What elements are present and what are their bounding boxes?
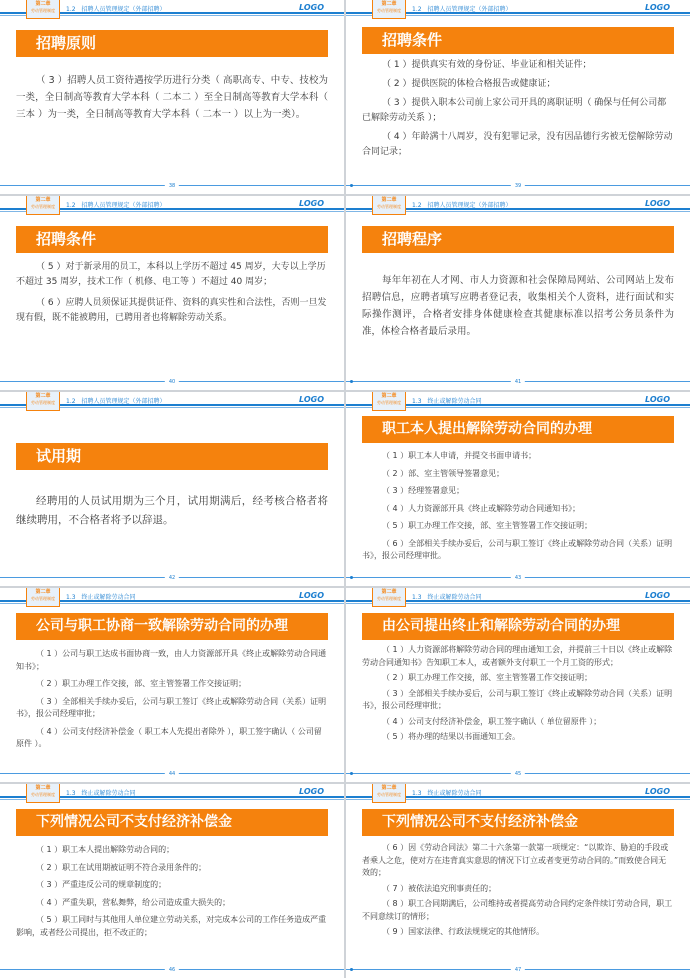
- chapter-tab: [372, 196, 406, 215]
- logo: LOGO: [299, 787, 324, 796]
- footer-dot: [350, 576, 353, 579]
- slide-no-compensation-2[interactable]: [346, 784, 690, 978]
- chapter-number: 第二章: [35, 785, 51, 791]
- slide-title: 招聘条件: [362, 27, 674, 54]
- chapter-tab: [372, 588, 406, 607]
- chapter-name: 劳动管理制度: [30, 793, 56, 798]
- list-item: （ 6 ）全部相关手续办妥后，公司与职工签订《终止或解除劳动合同（关系）证明书》，报公司经理审批。: [362, 538, 673, 560]
- list-item: （ 5 ）将办理的结果以书面通知工会。: [382, 732, 521, 741]
- slide-title: 试用期: [16, 443, 328, 470]
- page-number: 38: [165, 183, 179, 189]
- list-item: （ 5 ）职工办理工作交接，部、室主管签署工作交接证明；: [382, 521, 593, 530]
- chapter-tab: [26, 392, 60, 411]
- logo: LOGO: [299, 199, 324, 208]
- page-number: 40: [165, 379, 179, 385]
- chapter-number: 第二章: [381, 785, 397, 791]
- paragraph: （ 4 ）年龄满十八周岁，没有犯罪记录，没有因品德行劣被无偿解除劳动合同记录；: [362, 132, 673, 157]
- slide-body: [362, 842, 674, 942]
- chapter-number: 第二章: [35, 1, 51, 7]
- chapter-tab: [26, 784, 60, 803]
- section-label: 1.2 招聘人员管理规定（外部招聘）: [412, 202, 512, 209]
- section-label: 1.3 终止或解除劳动合同: [66, 790, 136, 797]
- chapter-number: 第二章: [381, 1, 397, 7]
- slide-company-termination[interactable]: [346, 588, 690, 782]
- logo: LOGO: [299, 591, 324, 600]
- paragraph: （ 5 ）对于新录用的员工，本科以上学历不超过 45 周岁，大专以上学历不超过 35 周岁，技术工作（ 机修、电工等 ）不超过 40 周岁；: [16, 262, 326, 287]
- list-item: （ 6 ）因《劳动合同法》第二十六条第一款第一项规定：“以欺诈、胁迫的手段或者乘人之危，使对方在违背真实意思的情况下订立或者变更劳动合同的。”而致使合同无效的；: [362, 843, 669, 877]
- slide-body: [362, 58, 674, 164]
- logo: LOGO: [645, 591, 670, 600]
- list-item: （ 1 ）职工本人申请，并提交书面申请书；: [382, 451, 537, 460]
- list-item: （ 5 ）职工同时与其他用人单位建立劳动关系，对完成本公司的工作任务造成严重影响，或者经公司提出，拒不改正的；: [16, 915, 327, 937]
- list-item: （ 2 ）职工办理工作交接，部、室主管签署工作交接证明；: [382, 673, 593, 682]
- list-item: （ 9 ）国家法律、行政法规规定的其他情形。: [382, 927, 545, 936]
- logo: LOGO: [645, 787, 670, 796]
- section-label: 1.2 招聘人员管理规定（外部招聘）: [412, 6, 512, 13]
- slide-body: [16, 492, 328, 530]
- page-number: 45: [511, 771, 525, 777]
- slide-mutual-termination[interactable]: [0, 588, 344, 782]
- slide-body: [16, 648, 328, 756]
- section-label: 1.2 招聘人员管理规定（外部招聘）: [66, 398, 166, 405]
- slide-title: 下列情况公司不支付经济补偿金: [362, 809, 674, 836]
- list-item: （ 3 ）全部相关手续办妥后，公司与职工签订《终止或解除劳动合同（关系）证明书》，报公司经理审批；: [362, 688, 673, 710]
- paragraph: 经聘用的人员试用期为三个月，试用期满后，经考核合格者将继续聘用，不合格者将予以辞退。: [16, 495, 328, 526]
- list-item: （ 4 ）公司支付经济补偿金，职工签字确认（ 单位留原件 ）；: [382, 716, 602, 726]
- paragraph: 每年年初在人才网、市人力资源和社会保障局网站、公司网站上发布招聘信息，应聘者填写应聘者登记表，收集相关个人资料，进行面试和实际操作测评，合格者安排身体健康检查其健康标准以招考公务员条件为准，体检合格者最后录用。: [362, 275, 674, 337]
- section-label: 1.2 招聘人员管理规定（外部招聘）: [66, 202, 166, 209]
- page-number: 41: [511, 379, 525, 385]
- logo: LOGO: [645, 395, 670, 404]
- page-number: 47: [511, 967, 525, 973]
- section-label: 1.2 招聘人员管理规定（外部招聘）: [66, 6, 166, 13]
- footer-dot: [350, 184, 353, 187]
- slide-title: 下列情况公司不支付经济补偿金: [16, 809, 328, 836]
- chapter-name: 劳动管理制度: [30, 401, 56, 406]
- list-item: （ 1 ）人力资源部将解除劳动合同的理由通知工会，并提前三十日以《终止或解除劳动合同通知书》告知职工本人，或者额外支付职工一个月工资的形式；: [362, 645, 673, 667]
- section-label: 1.3 终止或解除劳动合同: [412, 790, 482, 797]
- chapter-name: 劳动管理制度: [376, 793, 402, 798]
- list-item: （ 2 ）职工办理工作交接，部、室主管签署工作交接证明；: [36, 679, 247, 688]
- list-item: （ 1 ）公司与职工达成书面协商一致，由人力资源部开具《终止或解除劳动合同通知书》；: [16, 649, 327, 671]
- chapter-tab: [26, 0, 60, 19]
- chapter-number: 第二章: [381, 589, 397, 595]
- list-item: （ 1 ）职工本人提出解除劳动合同的；: [36, 845, 175, 854]
- logo: LOGO: [299, 395, 324, 404]
- slide-body: [362, 450, 674, 568]
- footer-dot: [350, 968, 353, 971]
- logo: LOGO: [645, 199, 670, 208]
- section-label: 1.3 终止或解除劳动合同: [66, 594, 136, 601]
- logo: LOGO: [299, 3, 324, 12]
- paragraph: （ 1 ）提供真实有效的身份证、毕业证和相关证件；: [382, 60, 592, 70]
- paragraph: （ 3 ）提供入职本公司前上家公司开具的离职证明（ 确保与任何公司都已解除劳动关系 ）；: [362, 98, 667, 123]
- paragraph: （ 2 ）提供医院的体检合格报告或健康证；: [382, 79, 556, 89]
- chapter-number: 第二章: [35, 589, 51, 595]
- slide-employee-resign[interactable]: [346, 392, 690, 586]
- slide-body: [362, 644, 674, 747]
- section-label: 1.3 终止或解除劳动合同: [412, 398, 482, 405]
- slide-recruit-procedure[interactable]: [346, 196, 690, 390]
- chapter-tab: [372, 392, 406, 411]
- chapter-name: 劳动管理制度: [30, 9, 56, 14]
- page-number: 43: [511, 575, 525, 581]
- list-item: （ 2 ）部、室主管领导签署意见；: [382, 468, 505, 478]
- chapter-number: 第二章: [381, 197, 397, 203]
- slide-body: [16, 844, 328, 944]
- chapter-number: 第二章: [35, 393, 51, 399]
- slide-title: 招聘原则: [16, 30, 328, 57]
- list-item: （ 4 ）人力资源部开具《终止或解除劳动合同通知书》；: [382, 503, 581, 513]
- page-number: 42: [165, 575, 179, 581]
- list-item: （ 4 ）严重失职，营私舞弊，给公司造成重大损失的；: [36, 897, 231, 907]
- slide-body: [16, 72, 328, 123]
- list-item: （ 8 ）职工合同期满后，公司维持或者提高劳动合同约定条件续订劳动合同，职工不同意续订的情形；: [362, 899, 673, 921]
- chapter-tab: [26, 196, 60, 215]
- page-number: 39: [511, 183, 525, 189]
- slide-recruit-conditions-1[interactable]: [346, 0, 690, 194]
- slide-probation[interactable]: [0, 392, 344, 586]
- footer-dot: [350, 772, 353, 775]
- chapter-name: 劳动管理制度: [376, 401, 402, 406]
- slide-recruit-conditions-2[interactable]: [0, 196, 344, 390]
- section-label: 1.3 终止或解除劳动合同: [412, 594, 482, 601]
- footer-dot: [350, 380, 353, 383]
- list-item: （ 7 ）被依法追究刑事责任的；: [382, 883, 497, 893]
- paragraph: （ 6 ）应聘人员须保证其提供证件、资料的真实性和合法性，否则一旦发现有假，既不能被聘用，已聘用者也将解除劳动关系。: [16, 298, 327, 323]
- slide-title: 招聘程序: [362, 226, 674, 253]
- slide-title: 招聘条件: [16, 226, 328, 253]
- chapter-tab: [372, 784, 406, 803]
- slide-body: [362, 272, 674, 340]
- chapter-name: 劳动管理制度: [30, 597, 56, 602]
- slide-title: 职工本人提出解除劳动合同的办理: [362, 416, 674, 443]
- chapter-tab: [26, 588, 60, 607]
- chapter-tab: [372, 0, 406, 19]
- chapter-name: 劳动管理制度: [376, 205, 402, 210]
- list-item: （ 3 ）经理签署意见；: [382, 486, 465, 495]
- chapter-number: 第二章: [35, 197, 51, 203]
- paragraph: （ 3 ）招聘人员工资待遇按学历进行分类（ 高职高专、中专、技校为一类，全日制高等教育大学本科（ 二本二 ）至全日制高等教育大学本科（ 三本 ）为一类，全日制高等教育大学本科（ 二本一 ）以上为一类）。: [16, 75, 328, 120]
- list-item: （ 3 ）全部相关手续办妥后，公司与职工签订《终止或解除劳动合同（关系）证明书》，报公司经理审批；: [16, 696, 327, 718]
- slide-body: [16, 260, 328, 330]
- list-item: （ 2 ）职工在试用期被证明不符合录用条件的；: [36, 862, 207, 872]
- slide-no-compensation-1[interactable]: [0, 784, 344, 978]
- chapter-name: 劳动管理制度: [376, 9, 402, 14]
- chapter-number: 第二章: [381, 393, 397, 399]
- slide-title: 公司与职工协商一致解除劳动合同的办理: [16, 613, 328, 640]
- logo: LOGO: [645, 3, 670, 12]
- page-number: 46: [165, 967, 179, 973]
- slide-title: 由公司提出终止和解除劳动合同的办理: [362, 613, 674, 640]
- slide-recruit-principle[interactable]: [0, 0, 344, 194]
- chapter-name: 劳动管理制度: [376, 597, 402, 602]
- page-number: 44: [165, 771, 179, 777]
- list-item: （ 4 ）公司支付经济补偿金（ 职工本人先提出者除外 ），职工签字确认（ 公司留原件 ）。: [16, 726, 322, 748]
- chapter-name: 劳动管理制度: [30, 205, 56, 210]
- list-item: （ 3 ）严重违反公司的规章制度的；: [36, 880, 167, 889]
